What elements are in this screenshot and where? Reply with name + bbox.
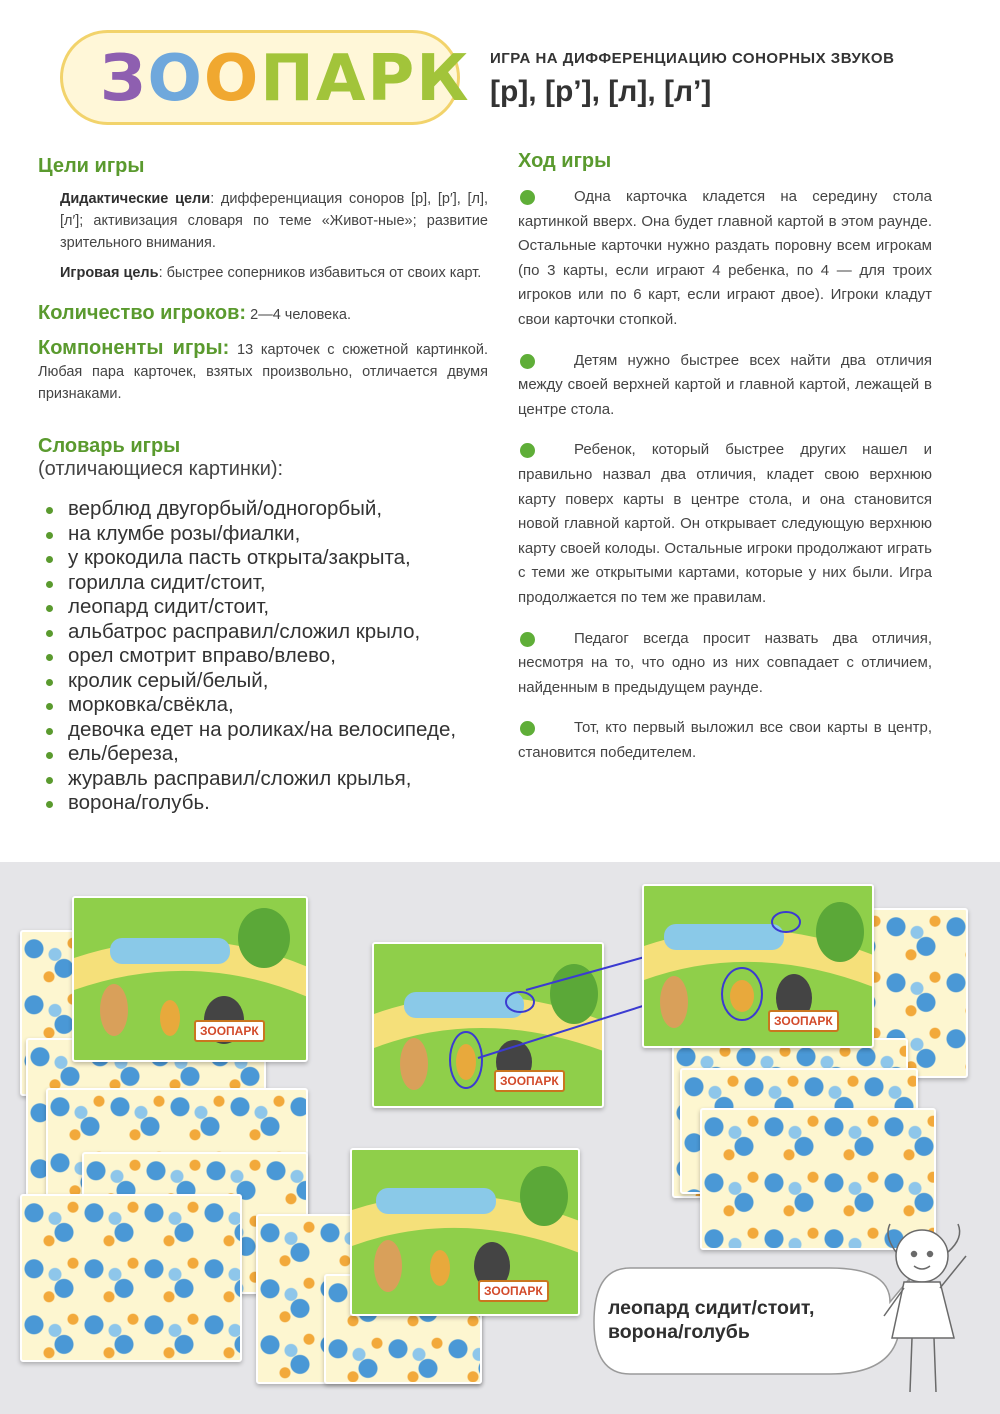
didactic-text: : дифференциация соноров [р], [р′], [л], [л′]; активизация словаря по теме «Живот-ные»; развитие зрительного внимания.: [60, 191, 488, 251]
list-item-text: на клумбе розы/фиалки,: [68, 521, 301, 545]
bullet-dot: [46, 605, 53, 612]
zoo-scene-image: [644, 886, 874, 1048]
step-text: Педагог всегда просит назвать два отличия, несмотря на то, что одно из них совпадает с отличием, найденным в предыдущем раунде.: [518, 629, 932, 696]
right-column: [518, 150, 932, 781]
game-goal-label: Игровая цель: [60, 265, 159, 281]
players-count: [38, 302, 488, 325]
vocabulary-title: Словарь игры: [38, 435, 181, 457]
bullet-dot: [46, 507, 53, 514]
step-bullet-icon: [520, 443, 535, 458]
list-item-text: леопард сидит/стоит,: [68, 595, 270, 618]
game-components: [38, 337, 488, 405]
gameplay-step: [518, 716, 932, 765]
list-item: [38, 644, 488, 669]
bubble-line-1: леопард сидит/стоит,: [608, 1297, 815, 1319]
zoo-sign: ЗООПАРК: [478, 1280, 549, 1302]
target-sounds: [р], [р’], [л], [л’]: [490, 75, 712, 108]
list-item: [38, 718, 488, 743]
bullet-dot: [46, 801, 53, 808]
list-item-text: кролик серый/белый,: [68, 668, 269, 692]
gameplay-step: [518, 627, 932, 701]
left-column: [38, 155, 488, 816]
step-text: Одна карточка кладется на середину стола картинкой вверх. Она будет главной картой в этом раунде. Остальные карточки нужно раздать поровну всем игрокам (по 3 карты, если играют 4 ребенка, по 4 — для троих игроков или по 6 карт, если играют двое). Игроки кладут свои карточки стопкой.: [518, 188, 932, 328]
list-item: [38, 571, 488, 596]
bullet-dot: [46, 703, 53, 710]
list-item-text: морковка/свёкла,: [68, 693, 234, 716]
step-bullet-icon: [520, 354, 535, 369]
speech-bubble: [590, 1262, 920, 1380]
list-item-text: верблюд двугорбый/одногорбый,: [68, 497, 383, 520]
list-item-text: горилла сидит/стоит,: [68, 570, 266, 594]
gameplay-step: [518, 185, 932, 333]
scene-card: [642, 884, 874, 1048]
zoo-sign: ЗООПАРК: [494, 1070, 565, 1092]
list-item: [38, 497, 488, 522]
list-item: [38, 742, 488, 767]
zoo-logo: [60, 20, 471, 130]
bullet-dot: [46, 556, 53, 563]
list-item-text: ворона/голубь.: [68, 791, 210, 814]
step-text: Ребенок, который быстрее других нашел и правильно назвал два отличия, кладет свою верхнюю карту поверх карты в центре стола, и она становится новой главной картой. Он открывает следующую верхнюю карту своей колоды. Остальные игроки продолжают играть с теми же открытыми картами, которые у них были. Игра продолжается по тем же правилам.: [518, 441, 932, 606]
list-item-text: орел смотрит вправо/влево,: [68, 644, 336, 667]
gameplay-step: [518, 438, 932, 610]
step-text: Детям нужно быстрее всех найти два отличия между своей верхней картой и главной картой, лежащей в центре стола.: [518, 351, 932, 418]
list-item-text: альбатрос расправил/сложил крыло,: [68, 619, 421, 643]
step-text: Тот, кто первый выложил все свои карты в центр, становится победителем.: [518, 719, 932, 761]
list-item: [38, 669, 488, 694]
goals-title: Цели игры: [38, 155, 145, 177]
list-item: [38, 767, 488, 792]
components-title: Компоненты игры:: [38, 337, 230, 359]
game-goal: [38, 262, 488, 284]
list-item-text: девочка едет на роликах/на велосипеде,: [68, 717, 457, 741]
list-item-text: у крокодила пасть открыта/закрыта,: [68, 546, 411, 569]
girl-drawing: [874, 1216, 984, 1406]
step-bullet-icon: [520, 721, 535, 736]
list-item: [38, 522, 488, 547]
gameplay-title: Ход игры: [518, 150, 612, 172]
players-title: Количество игроков:: [38, 302, 247, 324]
bullet-dot: [46, 752, 53, 759]
components-text: 13 карточек с сюжетной картинкой. Любая пара карточек, взятых произвольно, отличается двумя признаками.: [38, 342, 488, 402]
didactic-label: Дидактические цели: [60, 191, 211, 207]
vocabulary-subtitle: (отличающиеся картинки):: [38, 458, 284, 480]
header-titles: [490, 50, 970, 109]
bullet-dot: [46, 679, 53, 686]
scene-card: [350, 1148, 580, 1316]
bubble-line-2: ворона/голубь: [608, 1321, 750, 1343]
step-bullet-icon: [520, 632, 535, 647]
bullet-dot: [46, 630, 53, 637]
zoo-sign: ЗООПАРК: [768, 1010, 839, 1032]
bullet-dot: [46, 532, 53, 539]
game-goal-text: : быстрее соперников избавиться от своих карт.: [158, 265, 482, 281]
game-subtitle: ИГРА НА ДИФФЕРЕНЦИАЦИЮ СОНОРНЫХ ЗВУКОВ: [490, 50, 895, 67]
list-item: [38, 791, 488, 816]
list-item-text: журавль расправил/сложил крылья,: [68, 766, 412, 790]
logo-text: ЗOOПАРК: [100, 42, 471, 116]
bullet-dot: [46, 728, 53, 735]
list-item: [38, 546, 488, 571]
list-item: [38, 595, 488, 620]
players-text: 2—4 человека.: [246, 307, 351, 323]
vocabulary-list: [38, 497, 488, 816]
bullet-dot: [46, 654, 53, 661]
didactic-goals: [38, 188, 488, 254]
card-back: [20, 1194, 242, 1362]
list-item: [38, 693, 488, 718]
gameplay-step: [518, 349, 932, 423]
bullet-dot: [46, 581, 53, 588]
list-item-text: ель/береза,: [68, 742, 179, 765]
step-bullet-icon: [520, 190, 535, 205]
zoo-sign: ЗООПАРК: [194, 1020, 265, 1042]
bubble-text: [608, 1296, 908, 1344]
bullet-dot: [46, 777, 53, 784]
list-item: [38, 620, 488, 645]
